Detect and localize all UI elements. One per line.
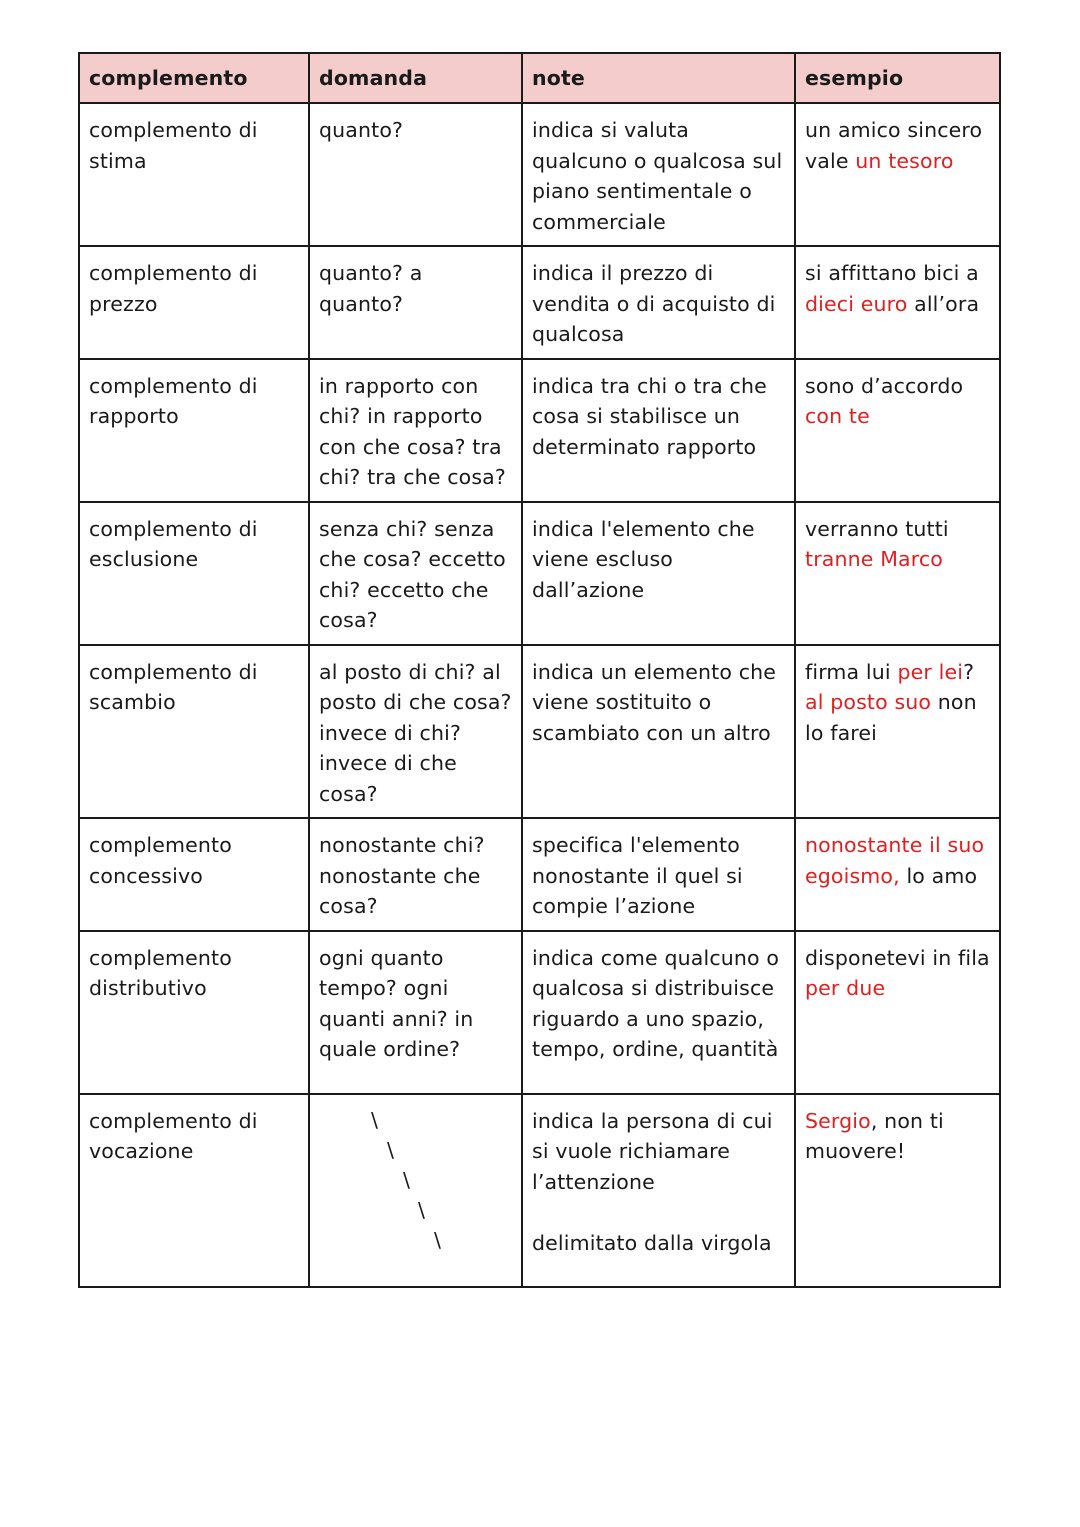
cell-complemento: complemento di prezzo bbox=[79, 246, 309, 359]
header-esempio: esempio bbox=[795, 53, 1000, 103]
cell-complemento: complemento di scambio bbox=[79, 645, 309, 819]
cell-domanda: in rapporto con chi? in rapporto con che cosa? tra chi? tra che cosa? bbox=[309, 359, 522, 502]
esempio-text: sono d’accordo bbox=[805, 373, 964, 398]
esempio-text: firma lui bbox=[805, 659, 898, 684]
esempio-highlight-2: al posto suo bbox=[805, 690, 932, 714]
esempio-text-after: , non ti muovere! bbox=[805, 1108, 944, 1163]
cell-esempio bbox=[795, 931, 1000, 1094]
table-row bbox=[79, 502, 1000, 645]
esempio-highlight: un tesoro bbox=[855, 148, 954, 173]
table-row bbox=[79, 246, 1000, 359]
cell-domanda: nonostante chi? nonostante che cosa? bbox=[309, 818, 522, 931]
slash-mark: \ bbox=[387, 1137, 395, 1162]
cell-note: indica il prezzo di vendita o di acquisto di qualcosa bbox=[522, 246, 795, 359]
esempio-text: disponetevi in fila bbox=[805, 945, 990, 970]
esempio-text: verranno tutti bbox=[805, 516, 949, 541]
cell-complemento: complemento di esclusione bbox=[79, 502, 309, 645]
esempio-highlight: per lei bbox=[897, 659, 964, 684]
cell-domanda bbox=[309, 1094, 522, 1287]
note-spacer bbox=[532, 1197, 786, 1228]
esempio-text-after: non lo farei bbox=[805, 690, 977, 745]
cell-domanda: senza chi? senza che cosa? eccetto chi? eccetto che cosa? bbox=[309, 502, 522, 645]
esempio-text: si affittano bici a bbox=[805, 261, 979, 285]
complementi-table bbox=[78, 52, 1001, 1288]
slash-mark: \ bbox=[434, 1227, 442, 1252]
cell-esempio bbox=[795, 818, 1000, 931]
esempio-highlight: Sergio bbox=[805, 1108, 871, 1133]
cell-complemento: complemento di rapporto bbox=[79, 359, 309, 502]
esempio-highlight: nonostante il suo egoismo, bbox=[805, 833, 985, 888]
cell-domanda: quanto? bbox=[309, 103, 522, 246]
header-note: note bbox=[522, 53, 795, 103]
cell-note: indica tra chi o tra che cosa si stabilisce un determinato rapporto bbox=[522, 359, 795, 502]
slash-mark: \ bbox=[418, 1197, 426, 1222]
esempio-text-after: all’ora bbox=[907, 291, 980, 316]
cell-note: indica l'elemento che viene escluso dall’azione bbox=[522, 502, 795, 645]
cell-domanda: ogni quanto tempo? ogni quanti anni? in quale ordine? bbox=[309, 931, 522, 1094]
cell-complemento: complemento concessivo bbox=[79, 818, 309, 931]
table-row bbox=[79, 1094, 1000, 1287]
esempio-highlight: per due bbox=[805, 976, 886, 1000]
cell-esempio bbox=[795, 502, 1000, 645]
cell-complemento: complemento di vocazione bbox=[79, 1094, 309, 1287]
cell-complemento: complemento distributivo bbox=[79, 931, 309, 1094]
header-complemento: complemento bbox=[79, 53, 309, 103]
cell-domanda: quanto? a quanto? bbox=[309, 246, 522, 359]
esempio-highlight: tranne Marco bbox=[805, 547, 943, 571]
esempio-text-after: lo amo bbox=[899, 863, 978, 888]
note-extra: delimitato dalla virgola bbox=[532, 1230, 772, 1255]
cell-note: indica come qualcuno o qualcosa si distribuisce riguardo a uno spazio, tempo, ordine, quantità bbox=[522, 931, 795, 1094]
table-row bbox=[79, 818, 1000, 931]
cell-complemento: complemento di stima bbox=[79, 103, 309, 246]
cell-domanda: al posto di chi? al posto di che cosa? invece di chi? invece di che cosa? bbox=[309, 645, 522, 819]
cell-note: indica un elemento che viene sostituito o scambiato con un altro bbox=[522, 645, 795, 819]
table-row bbox=[79, 103, 1000, 246]
esempio-highlight: con te bbox=[805, 404, 870, 428]
header-row bbox=[79, 53, 1000, 103]
cell-esempio bbox=[795, 246, 1000, 359]
slash-mark: \ bbox=[371, 1107, 379, 1132]
slash-mark: \ bbox=[403, 1167, 411, 1192]
table-row bbox=[79, 931, 1000, 1094]
header-domanda: domanda bbox=[309, 53, 522, 103]
cell-esempio bbox=[795, 103, 1000, 246]
esempio-text: un amico sincero vale bbox=[805, 118, 983, 173]
cell-esempio bbox=[795, 1094, 1000, 1287]
cell-esempio bbox=[795, 359, 1000, 502]
table-row bbox=[79, 645, 1000, 819]
cell-note: indica si valuta qualcuno o qualcosa sul piano sentimentale o commerciale bbox=[522, 103, 795, 246]
esempio-text-mid: ? bbox=[963, 659, 975, 684]
esempio-highlight: dieci euro bbox=[805, 291, 908, 316]
table-row bbox=[79, 359, 1000, 502]
domanda-slashes bbox=[319, 1106, 513, 1256]
cell-note: specifica l'elemento nonostante il quel si compie l’azione bbox=[522, 818, 795, 931]
cell-esempio bbox=[795, 645, 1000, 819]
note-text: indica la persona di cui si vuole richiamare l’attenzione bbox=[532, 1108, 773, 1194]
cell-note bbox=[522, 1094, 795, 1287]
